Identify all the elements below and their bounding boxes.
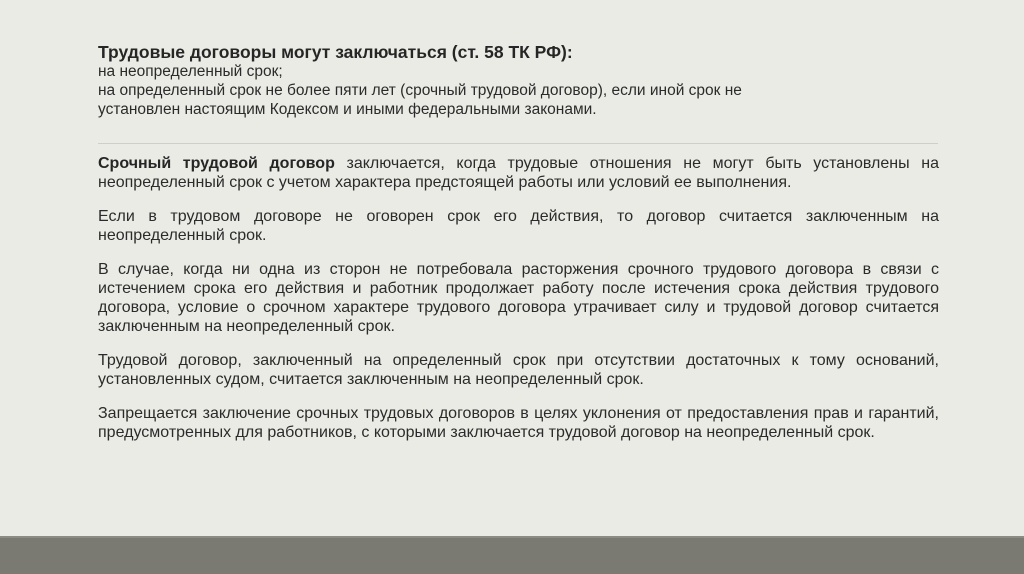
divider: [98, 143, 938, 144]
paragraph-term-not-specified: Если в трудовом договоре не оговорен срок его действия, то договор считается заключенным на неопределенный срок.: [98, 208, 939, 244]
slide-title: Трудовые договоры могут заключаться (ст. 58 ТК РФ):: [98, 42, 573, 62]
header-line-1: на неопределенный срок;: [98, 63, 283, 80]
header-line-2: на определенный срок не более пяти лет (срочный трудовой договор), если иной срок не: [98, 82, 742, 99]
paragraph-insufficient-grounds: Трудовой договор, заключенный на определенный срок при отсутствии достаточных к тому оснований, установленных судом, считается заключенным на неопределенный срок.: [98, 352, 939, 388]
body-block: [98, 154, 939, 457]
header-line-3: установлен настоящим Кодексом и иными федеральными законами.: [98, 101, 597, 118]
header-block: [98, 42, 938, 119]
paragraph-text: заключается, когда трудовые отношения не могут быть установлены на неопределенный срок с учетом характера предстоящей работы или условий ее выполнения.: [98, 155, 940, 191]
paragraph-continuation: В случае, когда ни одна из сторон не потребовала расторжения срочного трудового договора в связи с истечением срока его действия и работник продолжает работу после истечения срока действия трудового договора, условие о срочном характере трудового договора утрачивает силу и трудовой договор считается заключенным на неопределенный срок.: [98, 261, 939, 335]
paragraph-fixed-term-definition: [98, 154, 939, 192]
paragraph-prohibition: Запрещается заключение срочных трудовых договоров в целях уклонения от предоставления прав и гарантий, предусмотренных для работников, с которыми заключается трудовой договор на неопределенный срок.: [98, 405, 939, 441]
footer-bar: [0, 536, 1024, 574]
paragraph-lead-term: Срочный трудовой договор: [98, 155, 335, 172]
